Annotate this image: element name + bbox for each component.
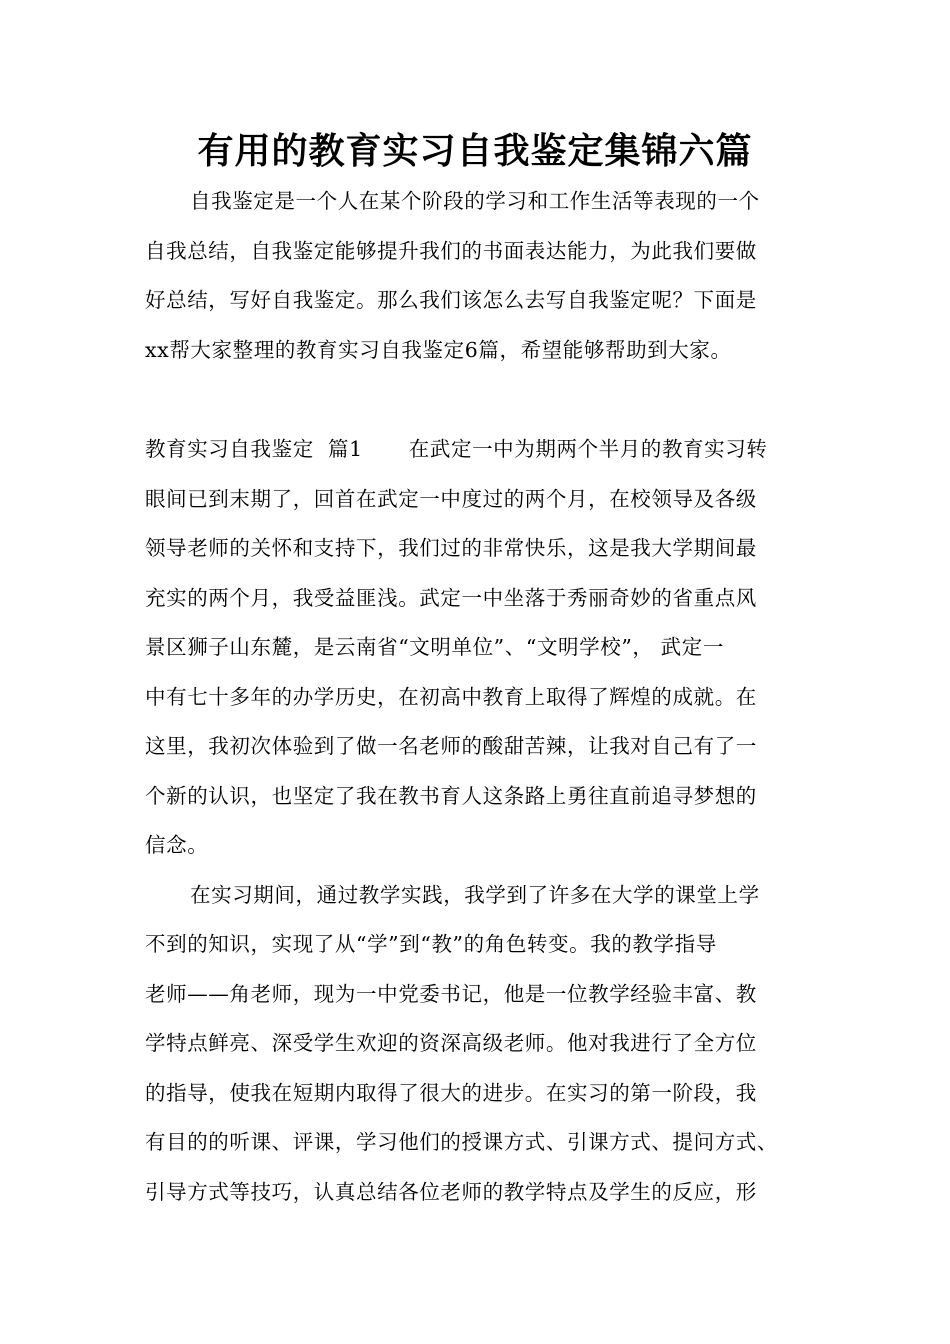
section1-line: 中有七十多年的办学历史，在初高中教育上取得了辉煌的成就。在 [145, 685, 757, 709]
section1-line: 充实的两个月，我受益匪浅。武定一中坐落于秀丽奇妙的省重点风 [145, 586, 757, 610]
section1-line: 眼间已到末期了，回首在武定一中度过的两个月，在校领导及各级 [145, 487, 757, 511]
paragraph2-line: 引导方式等技巧，认真总结各位老师的教学特点及学生的反应，形 [145, 1180, 757, 1204]
paragraph2-line: 老师——角老师，现为一中党委书记，他是一位教学经验丰富、教 [145, 982, 757, 1006]
paragraph2-line: 在实习期间，通过教学实践，我学到了许多在大学的课堂上学 [190, 883, 760, 907]
section1-line: 信念。 [145, 833, 209, 857]
intro-line: 自我总结，自我鉴定能够提升我们的书面表达能力，为此我们要做 [145, 239, 757, 263]
section1-first-line-text: 在武定一中为期两个半月的教育实习转 [408, 437, 768, 461]
paragraph2-line: 有目的的听课、评课，学习他们的授课方式、引课方式、提问方式、 [145, 1130, 778, 1154]
section1-first-line [145, 429, 825, 469]
section1-heading: 教育实习自我鉴定 篇1 [145, 437, 363, 461]
paragraph2-line: 不到的知识，实现了从“学”到“教”的角色转变。我的教学指导 [145, 932, 717, 956]
section1-line: 这里，我初次体验到了做一名老师的酸甜苦辣，让我对自己有了一 [145, 734, 757, 758]
section1-line: 领导老师的关怀和支持下，我们过的非常快乐，这是我大学期间最 [145, 536, 757, 560]
intro-line: 好总结，写好自我鉴定。那么我们该怎么去写自我鉴定呢？下面是 [145, 288, 757, 312]
paragraph2-line: 学特点鲜亮、深受学生欢迎的资深高级老师。他对我进行了全方位 [145, 1031, 757, 1055]
paragraph2-line: 的指导，使我在短期内取得了很大的进步。在实习的第一阶段，我 [145, 1081, 757, 1105]
intro-line: xx帮大家整理的教育实习自我鉴定6篇，希望能够帮助到大家。 [145, 338, 732, 362]
document-title: 有用的教育实习自我鉴定集锦六篇 [197, 131, 753, 172]
intro-line: 自我鉴定是一个人在某个阶段的学习和工作生活等表现的一个 [190, 189, 760, 213]
section1-line: 景区狮子山东麓，是云南省“文明单位”、“文明学校”， 武定一 [145, 635, 724, 659]
section1-line: 个新的认识，也坚定了我在教书育人这条路上勇往直前追寻梦想的 [145, 784, 757, 808]
